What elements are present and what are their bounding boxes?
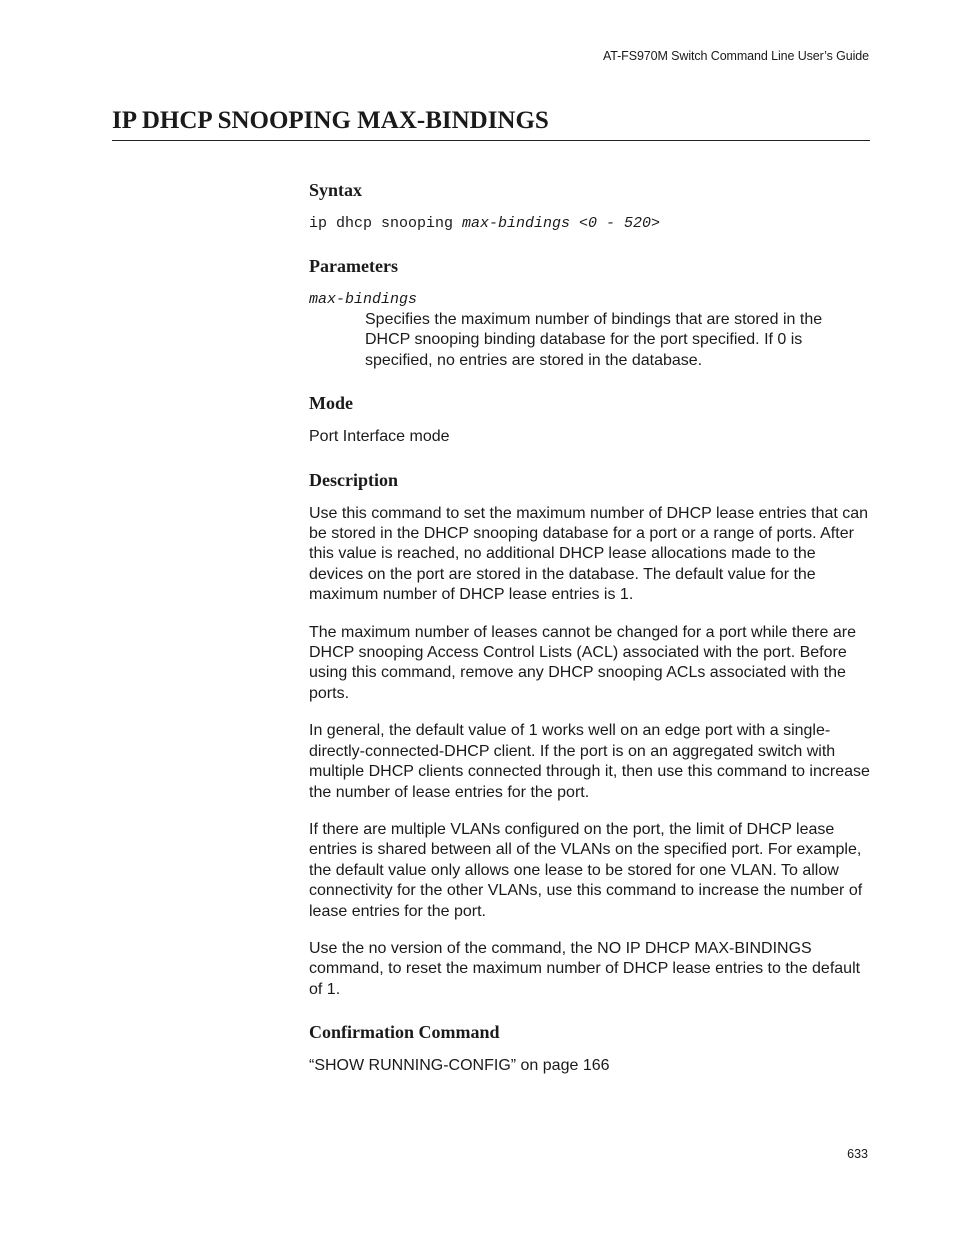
description-paragraph: Use the no version of the command, the NO IP DHCP MAX-BINDINGS command, to reset the maximum number of DHCP lease entries to the default of 1. [309,939,861,998]
page-title: IP DHCP SNOOPING MAX-BINDINGS [112,107,549,134]
description-paragraph: In general, the default value of 1 works well on an edge port with a single-directly-connected-DHCP client. If the port is on an aggregated switch with multiple DHCP clients connected through it, then use this command to increase the number of lease entries for the port. [309,722,870,801]
content-column [309,180,871,1094]
mode-heading: Mode [309,393,353,414]
description-paragraph: If there are multiple VLANs configured on the port, the limit of DHCP lease entries is shared between all of the VLANs on the specified port. For example, the default value only allows one lease to be stored for one VLAN. To allow connectivity for the other VLANs, use this command to increase the number of lease entries for the port. [309,820,863,920]
syntax-line [309,214,871,234]
page-number: 633 [847,1147,868,1161]
description-paragraph: Use this command to set the maximum number of DHCP lease entries that can be stored in the DHCP snooping database for a port or a range of ports. After this value is reached, no additional DHCP lease allocations made to the devices on the port are stored in the database. The default value for the maximum number of DHCP lease entries is 1. [309,504,869,604]
confirmation-link[interactable]: “SHOW RUNNING-CONFIG” on page 166 [309,1057,610,1075]
description-paragraph: The maximum number of leases cannot be changed for a port while there are DHCP snooping Access Control Lists (ACL) associated with the port. Before using this command, remove any DHCP snooping ACLs associated with the ports. [309,623,856,702]
confirmation-heading: Confirmation Command [309,1022,500,1043]
mode-text: Port Interface mode [309,428,450,446]
parameter-description: Specifies the maximum number of bindings that are stored in the DHCP snooping binding database for the port specified. If 0 is specified, no entries are stored in the database. [365,311,823,369]
syntax-command: ip dhcp snooping [309,215,463,232]
syntax-argument: max-bindings <0 - 520> [462,215,661,232]
parameter-name: max-bindings [309,291,418,308]
title-divider [112,140,870,141]
parameters-heading: Parameters [309,256,398,276]
syntax-heading: Syntax [309,180,363,200]
running-header: AT-FS970M Switch Command Line User’s Guide [602,49,869,63]
description-heading: Description [309,469,398,490]
